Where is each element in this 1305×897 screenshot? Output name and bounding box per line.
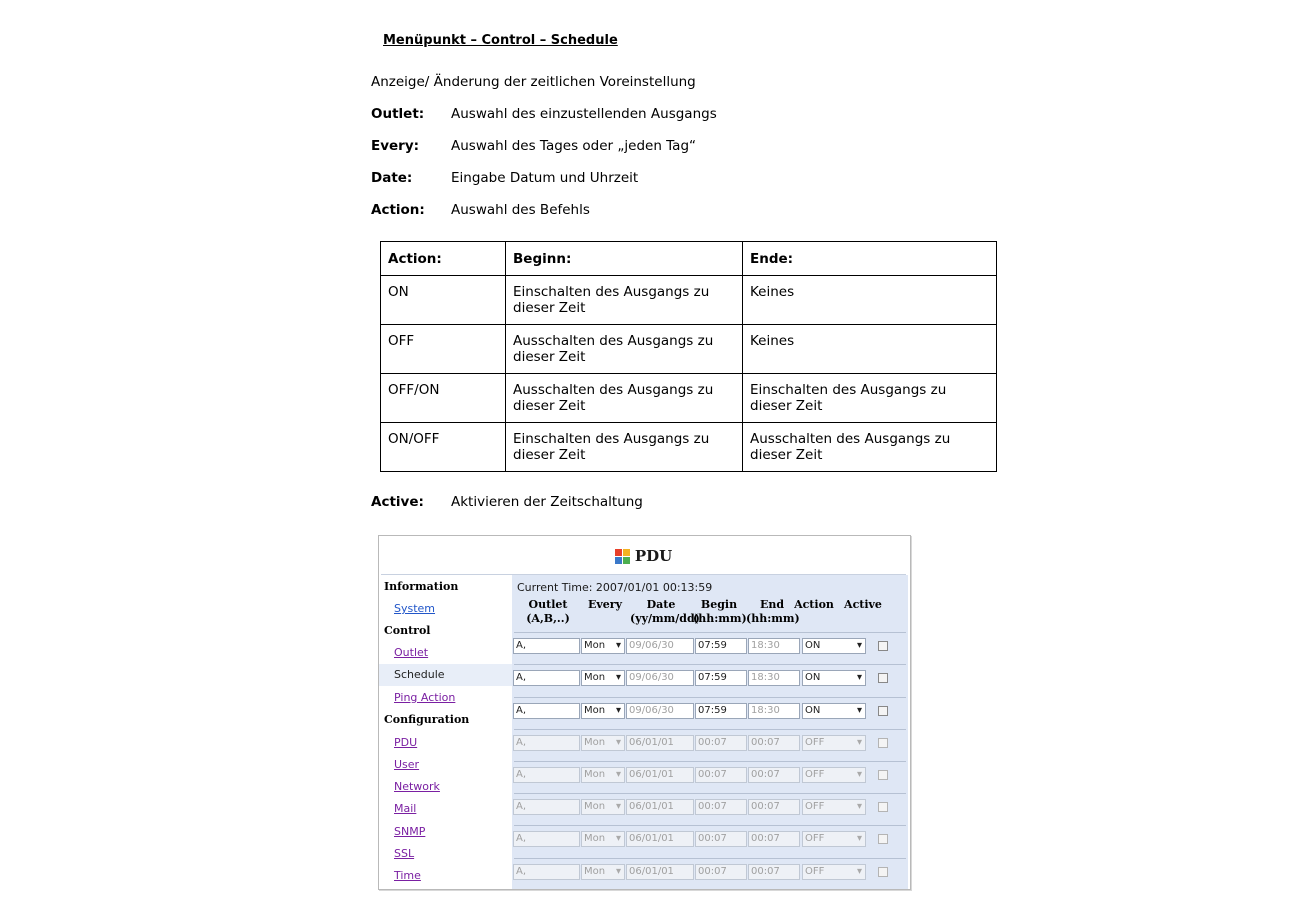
definition-term: Every:	[371, 138, 420, 154]
nav-link-system[interactable]: System	[394, 602, 436, 615]
end-input[interactable]: 18:30	[748, 703, 800, 719]
schedule-row	[512, 860, 908, 890]
table-header-row	[381, 242, 997, 276]
col-header-label: Active	[844, 598, 882, 611]
every-select[interactable]: Mon ▾	[581, 799, 625, 815]
page-heading: Menüpunkt – Control – Schedule	[383, 33, 618, 48]
end-input[interactable]: 18:30	[748, 670, 800, 686]
current-time: Current Time: 2007/01/01 00:13:59	[517, 581, 713, 594]
outlet-input[interactable]: A,	[513, 638, 580, 654]
definition-term: Outlet:	[371, 106, 425, 122]
col-header-label: Every	[588, 598, 622, 611]
pdu-header	[381, 538, 906, 575]
col-header-sub: (A,B,..)	[526, 612, 570, 625]
begin-input[interactable]: 07:59	[695, 638, 747, 654]
definition-every	[371, 138, 717, 170]
col-header-label: Action	[794, 598, 834, 611]
col-header-active	[842, 598, 884, 612]
table-cell: OFF	[381, 325, 506, 374]
schedule-panel	[512, 575, 908, 889]
every-select[interactable]: Mon ▾	[581, 831, 625, 847]
definition-term: Action:	[371, 202, 425, 218]
definition-list	[371, 106, 717, 234]
table-cell: Einschalten des Ausgangs zu dieser Zeit	[743, 374, 997, 423]
row-separator	[514, 632, 906, 633]
intro-text: Anzeige/ Änderung der zeitlichen Voreinstellung	[371, 74, 696, 90]
nav-item-schedule-current[interactable]	[379, 664, 512, 686]
table-cell: Einschalten des Ausgangs zu dieser Zeit	[506, 423, 743, 472]
nav-section-information: Information	[384, 580, 459, 593]
definition-term: Date:	[371, 170, 413, 186]
col-header-date	[630, 598, 700, 626]
nav-item-label: Schedule	[394, 668, 445, 681]
outlet-input[interactable]: A,	[513, 864, 580, 880]
definition-term: Active:	[371, 494, 424, 510]
action-select[interactable]: OFF ▾	[802, 735, 866, 751]
every-select[interactable]: Mon ▾	[581, 638, 625, 654]
schedule-row	[512, 699, 908, 731]
pdu-title: PDU	[634, 547, 673, 565]
schedule-row	[512, 731, 908, 763]
nav-link-ssl[interactable]: SSL	[394, 847, 415, 860]
action-table	[380, 241, 997, 472]
outlet-input[interactable]: A,	[513, 799, 580, 815]
every-select[interactable]: Mon ▾	[581, 735, 625, 751]
end-input[interactable]: 00:07	[748, 767, 800, 783]
schedule-row	[512, 827, 908, 859]
definition-action	[371, 202, 717, 234]
definition-date	[371, 170, 717, 202]
active-checkbox[interactable]	[878, 673, 888, 683]
action-select[interactable]: ON ▾	[802, 638, 866, 654]
every-select[interactable]: Mon ▾	[581, 670, 625, 686]
nav-link-network[interactable]: Network	[394, 780, 440, 793]
action-select[interactable]: OFF ▾	[802, 799, 866, 815]
col-header-label: End	[759, 598, 785, 611]
action-select[interactable]: OFF ▾	[802, 767, 866, 783]
col-header-sub: (yy/mm/dd)	[630, 612, 700, 625]
col-header-end	[746, 598, 798, 626]
table-row	[381, 276, 997, 325]
pdu-logo-icon	[615, 549, 630, 564]
col-header-label: Date	[646, 598, 676, 611]
active-checkbox[interactable]	[878, 867, 888, 877]
table-header: Action:	[381, 242, 506, 276]
date-input[interactable]: 06/01/01	[626, 767, 694, 783]
schedule-row	[512, 763, 908, 795]
date-input[interactable]: 06/01/01	[626, 864, 694, 880]
date-input[interactable]: 09/06/30	[626, 670, 694, 686]
date-input[interactable]: 09/06/30	[626, 638, 694, 654]
table-header: Beginn:	[506, 242, 743, 276]
begin-input[interactable]: 00:07	[695, 864, 747, 880]
nav-link-snmp[interactable]: SNMP	[394, 825, 426, 838]
nav-link-mail[interactable]: Mail	[394, 802, 417, 815]
table-cell: Keines	[743, 325, 997, 374]
begin-input[interactable]: 07:59	[695, 703, 747, 719]
table-header: Ende:	[743, 242, 997, 276]
begin-input[interactable]: 00:07	[695, 799, 747, 815]
end-input[interactable]: 00:07	[748, 799, 800, 815]
table-cell: ON/OFF	[381, 423, 506, 472]
action-select[interactable]: ON ▾	[802, 670, 866, 686]
outlet-input[interactable]: A,	[513, 767, 580, 783]
end-input[interactable]: 00:07	[748, 864, 800, 880]
every-select[interactable]: Mon ▾	[581, 864, 625, 880]
schedule-row	[512, 666, 908, 698]
col-header-label: Outlet	[528, 598, 568, 611]
date-input[interactable]: 06/01/01	[626, 799, 694, 815]
definition-outlet	[371, 106, 717, 138]
end-input[interactable]: 18:30	[748, 638, 800, 654]
action-select[interactable]: ON ▾	[802, 703, 866, 719]
date-input[interactable]: 09/06/30	[626, 703, 694, 719]
nav-section-control: Control	[384, 624, 431, 637]
definition-active	[371, 494, 643, 510]
schedule-row	[512, 634, 908, 666]
table-row	[381, 423, 997, 472]
table-row	[381, 325, 997, 374]
table-cell: OFF/ON	[381, 374, 506, 423]
date-input[interactable]: 06/01/01	[626, 735, 694, 751]
definition-desc: Auswahl des einzustellenden Ausgangs	[451, 106, 717, 122]
every-select[interactable]: Mon ▾	[581, 767, 625, 783]
outlet-input[interactable]: A,	[513, 703, 580, 719]
begin-input[interactable]: 00:07	[695, 767, 747, 783]
active-checkbox[interactable]	[878, 738, 888, 748]
nav-link-time[interactable]: Time	[394, 869, 421, 882]
active-checkbox[interactable]	[878, 706, 888, 716]
schedule-row	[512, 795, 908, 827]
active-checkbox[interactable]	[878, 834, 888, 844]
table-row	[381, 374, 997, 423]
begin-input[interactable]: 07:59	[695, 670, 747, 686]
definition-desc: Auswahl des Tages oder „jeden Tag“	[451, 138, 697, 154]
table-cell: Einschalten des Ausgangs zu dieser Zeit	[506, 276, 743, 325]
definition-desc: Auswahl des Befehls	[451, 202, 590, 218]
active-checkbox[interactable]	[878, 641, 888, 651]
date-input[interactable]: 06/01/01	[626, 831, 694, 847]
active-checkbox[interactable]	[878, 770, 888, 780]
col-header-every	[585, 598, 625, 612]
col-header-action	[794, 598, 834, 612]
col-header-begin	[693, 598, 745, 626]
begin-input[interactable]: 00:07	[695, 831, 747, 847]
table-cell: Ausschalten des Ausgangs zu dieser Zeit	[506, 325, 743, 374]
begin-input[interactable]: 00:07	[695, 735, 747, 751]
nav-link-ping-action[interactable]: Ping Action	[394, 691, 456, 704]
outlet-input[interactable]: A,	[513, 831, 580, 847]
nav-link-pdu[interactable]: PDU	[394, 736, 418, 749]
table-cell: ON	[381, 276, 506, 325]
col-header-sub: (hh:mm)	[746, 612, 800, 625]
table-cell: Ausschalten des Ausgangs zu dieser Zeit	[743, 423, 997, 472]
every-select[interactable]: Mon ▾	[581, 703, 625, 719]
pdu-sidebar	[379, 575, 512, 889]
nav-link-outlet[interactable]: Outlet	[394, 646, 429, 659]
nav-section-configuration: Configuration	[384, 713, 470, 726]
pdu-screenshot	[378, 535, 911, 890]
col-header-sub: (hh:mm)	[693, 612, 747, 625]
outlet-input[interactable]: A,	[513, 735, 580, 751]
definition-desc: Aktivieren der Zeitschaltung	[451, 494, 643, 510]
nav-link-user[interactable]: User	[394, 758, 420, 771]
outlet-input[interactable]: A,	[513, 670, 580, 686]
definition-desc: Eingabe Datum und Uhrzeit	[451, 170, 639, 186]
action-select[interactable]: OFF ▾	[802, 864, 866, 880]
col-header-outlet	[523, 598, 573, 626]
end-input[interactable]: 00:07	[748, 735, 800, 751]
table-cell: Keines	[743, 276, 997, 325]
action-select[interactable]: OFF ▾	[802, 831, 866, 847]
end-input[interactable]: 00:07	[748, 831, 800, 847]
table-cell: Ausschalten des Ausgangs zu dieser Zeit	[506, 374, 743, 423]
active-checkbox[interactable]	[878, 802, 888, 812]
col-header-label: Begin	[700, 598, 738, 611]
